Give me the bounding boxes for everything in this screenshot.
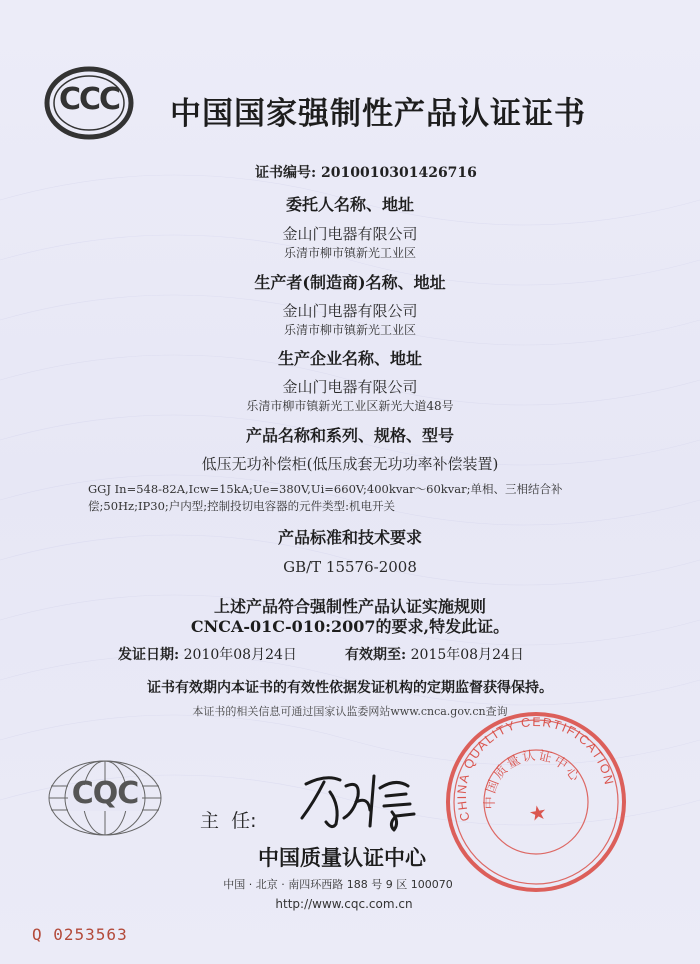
issue-date [118, 644, 297, 664]
client-name: 金山门电器有限公司 [282, 225, 418, 243]
certificate-number [255, 162, 477, 182]
client-address: 乐清市柳市镇新光工业区 [283, 246, 416, 260]
official-seal [442, 708, 630, 896]
expiry-date-value: 2015年08月24日 [410, 647, 524, 663]
factory-heading: 生产企业名称、地址 [277, 349, 422, 368]
validity-note: 证书有效期内本证书的有效性依据发证机构的定期监督获得保持。 [147, 680, 553, 696]
cqc-logo-text: CQC [71, 776, 139, 811]
certificate-title: 中国国家强制性产品认证证书 [170, 96, 586, 132]
product-spec-line-1: GGJ In=548-82A,Icw=15kA;Ue=380V,Ui=660V;400kvar～60kvar;单相、三相结合补 [88, 482, 563, 496]
director-label: 主 任: [200, 810, 257, 832]
issuer-address: 中国 · 北京 · 南四环西路 188 号 9 区 100070 [223, 878, 453, 891]
expiry-date-label: 有效期至: [345, 647, 407, 663]
statement-line-2: CNCA-01C-010:2007的要求,特发此证。 [190, 617, 510, 636]
statement-line-1: 上述产品符合强制性产品认证实施规则 [213, 597, 486, 616]
manufacturer-name: 金山门电器有限公司 [282, 302, 418, 320]
issuer-website: http://www.cqc.com.cn [275, 897, 413, 911]
ccc-logo-text: CCC [58, 82, 120, 117]
manufacturer-address: 乐清市柳市镇新光工业区 [283, 323, 416, 337]
factory-address: 乐清市柳市镇新光工业区新光大道48号 [246, 399, 454, 413]
certificate-number-label: 证书编号: [255, 165, 317, 181]
product-heading: 产品名称和系列、规格、型号 [245, 426, 454, 445]
standard-heading: 产品标准和技术要求 [277, 528, 422, 547]
issue-date-label: 发证日期: [118, 647, 180, 663]
seal-outer-text: CHINA QUALITY CERTIFICATION [454, 715, 617, 823]
product-spec-line-2: 偿;50Hz;IP30;户内型;控制投切电容器的元件类型:机电开关 [88, 499, 396, 513]
client-heading: 委托人名称、地址 [285, 195, 414, 214]
product-name: 低压无功补偿柜(低压成套无功功率补偿装置) [201, 455, 499, 473]
standard-value: GB/T 15576-2008 [283, 558, 417, 576]
manufacturer-heading: 生产者(制造商)名称、地址 [254, 273, 446, 292]
director-signature [296, 766, 426, 836]
certificate-serial: Q 0253563 [32, 925, 128, 944]
issuer-name: 中国质量认证中心 [258, 846, 426, 870]
certificate-number-value: 2010010301426716 [321, 165, 477, 181]
website-note: 本证书的相关信息可通过国家认监委网站www.cnca.gov.cn查询 [192, 705, 508, 718]
expiry-date [345, 644, 524, 664]
issue-date-value: 2010年08月24日 [183, 647, 297, 663]
factory-name: 金山门电器有限公司 [282, 378, 418, 396]
seal-inner-text: 中国质量认证中心 [482, 748, 584, 810]
seal-star-icon: ★ [526, 799, 549, 827]
